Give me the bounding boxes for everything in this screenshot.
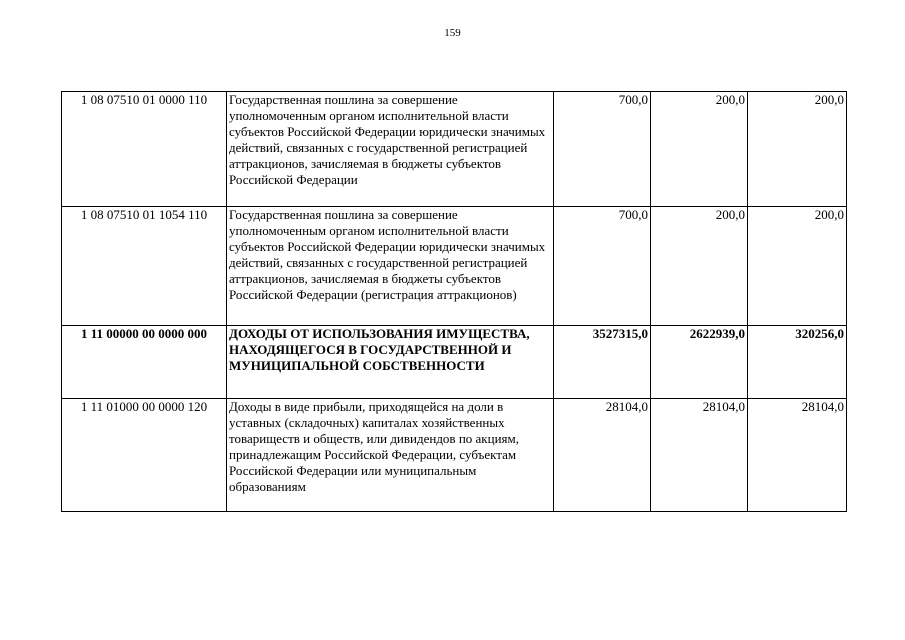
table-row-section-total [62,326,847,399]
amount-col-2: 200,0 [651,92,748,207]
amount-col-1: 28104,0 [554,399,651,512]
amount-col-2: 200,0 [651,207,748,326]
amount-col-1: 3527315,0 [554,326,651,399]
revenue-table [61,91,847,512]
page-number: 159 [444,27,461,39]
table-row [62,207,847,326]
table-row [62,92,847,207]
amount-col-1: 700,0 [554,207,651,326]
table-row [62,399,847,512]
revenue-code: 1 08 07510 01 0000 110 [62,92,227,207]
revenue-name: Государственная пошлина за совершение уполномоченным органом исполнительной власти субъектов Российской Федерации юридически значимых действий, связанных с государственной регистрацией аттракционов, зачисляемая в бюджеты субъектов Российской Федерации (регистрация аттракционов) [227,207,554,326]
revenue-name: Государственная пошлина за совершение уполномоченным органом исполнительной власти субъектов Российской Федерации юридически значимых действий, связанных с государственной регистрацией аттракционов, зачисляемая в бюджеты субъектов Российской Федерации [227,92,554,207]
amount-col-3: 28104,0 [748,399,847,512]
amount-col-2: 2622939,0 [651,326,748,399]
revenue-name: Доходы в виде прибыли, приходящейся на доли в уставных (складочных) капиталах хозяйственных товариществ и обществ, или дивидендов по акциям, принадлежащим Российской Федерации, субъектам Российской Федерации или муниципальным образованиям [227,399,554,512]
amount-col-1: 700,0 [554,92,651,207]
revenue-name: ДОХОДЫ ОТ ИСПОЛЬЗОВАНИЯ ИМУЩЕСТВА, НАХОДЯЩЕГОСЯ В ГОСУДАРСТВЕННОЙ И МУНИЦИПАЛЬНОЙ СОБСТВЕННОСТИ [227,326,554,399]
revenue-code: 1 08 07510 01 1054 110 [62,207,227,326]
amount-col-3: 320256,0 [748,326,847,399]
revenue-code: 1 11 01000 00 0000 120 [62,399,227,512]
revenue-code: 1 11 00000 00 0000 000 [62,326,227,399]
amount-col-2: 28104,0 [651,399,748,512]
amount-col-3: 200,0 [748,207,847,326]
amount-col-3: 200,0 [748,92,847,207]
